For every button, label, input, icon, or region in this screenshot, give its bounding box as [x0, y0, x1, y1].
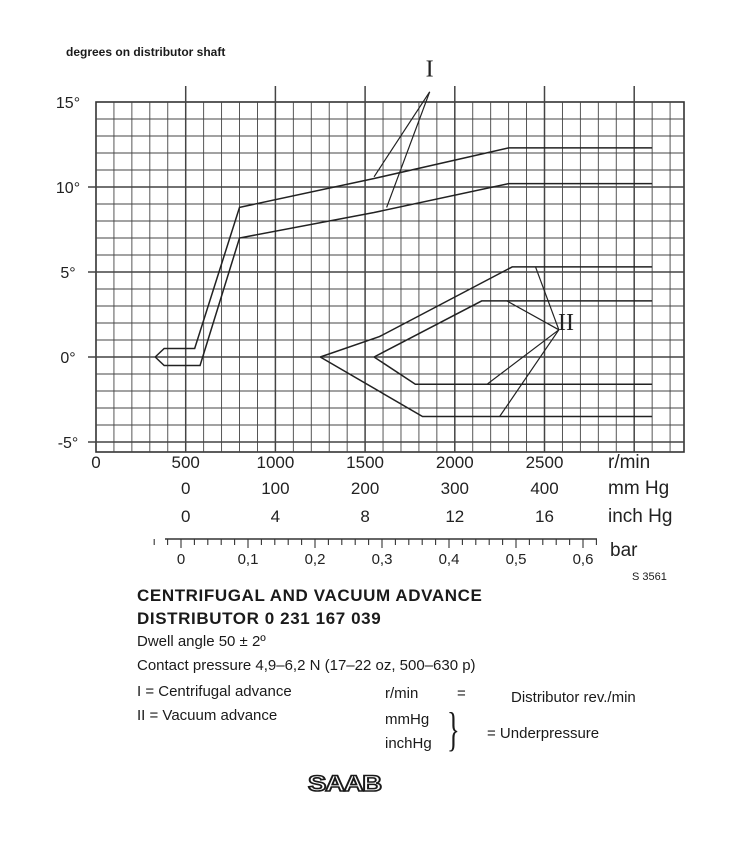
chart-grid: [88, 86, 684, 548]
y-tick-label: 15°: [55, 95, 81, 112]
bar-unit-label: bar: [610, 540, 638, 561]
bar-tick-label: 0,3: [371, 551, 393, 568]
bar-tick-label: 0,5: [505, 551, 527, 568]
bar-tick-label: 0,1: [237, 551, 259, 568]
x-tick-label: 300: [440, 479, 469, 498]
bar-tick-label: 0,2: [304, 551, 326, 568]
x-tick-label: 0: [91, 453, 101, 472]
annotation-label: II: [558, 309, 575, 336]
x-tick-label: 400: [530, 479, 559, 498]
x-tick-label: 4: [270, 507, 281, 526]
figure-code: S 3561: [632, 571, 667, 583]
series-I-upper-line: [155, 148, 652, 357]
x-tick-label: 16: [535, 507, 554, 526]
saab-logo: SAAB: [308, 771, 381, 796]
y-tick-label: 10°: [55, 180, 81, 197]
x-tick-label: 2000: [435, 453, 474, 472]
series-II-lower_inner-line: [374, 357, 652, 384]
axis-unit-label: r/min: [608, 452, 651, 473]
x-tick-label: 500: [171, 453, 200, 472]
chart-curves: [155, 92, 652, 417]
leader-line-i: [374, 92, 430, 177]
x-tick-label: 8: [360, 507, 370, 526]
x-tick-label: 200: [350, 479, 380, 498]
title-line-1: CENTRIFUGAL AND VACUUM ADVANCE: [137, 586, 483, 605]
legend-i: I = Centrifugal advance: [137, 683, 292, 700]
x-tick-label: 1000: [256, 453, 295, 472]
legend-brace: }: [447, 703, 460, 756]
series-II-upper-line: [320, 267, 652, 357]
grid-frame: [96, 102, 684, 452]
series-II-inner-line: [374, 301, 652, 357]
contact-pressure-text: Contact pressure 4,9–6,2 N (17–22 oz, 500–630 p): [137, 657, 476, 674]
legend-inchhg-key: inchHg: [385, 735, 432, 752]
legend-rmin-val: Distributor rev./min: [511, 689, 636, 706]
leader-line-i: [387, 92, 430, 208]
annotation-label: I: [425, 56, 434, 83]
bar-tick-label: 0,6: [572, 551, 594, 568]
x-tick-label: 0: [180, 479, 191, 498]
axis-unit-label: mm Hg: [608, 478, 670, 499]
x-tick-label: 1500: [346, 453, 385, 472]
x-tick-label: 0: [180, 507, 191, 526]
y-tick-label: 0°: [60, 350, 76, 367]
dwell-angle-text: Dwell angle 50 ± 2º: [137, 633, 266, 650]
legend-mmhg-key: mmHg: [385, 711, 430, 728]
x-tick-label: 2500: [525, 453, 564, 472]
legend-ii: II = Vacuum advance: [137, 707, 278, 724]
y-tick-label: -5°: [57, 435, 79, 452]
x-tick-label: 12: [445, 507, 465, 526]
bar-tick-label: 0: [176, 551, 186, 568]
x-tick-label: 100: [261, 479, 290, 498]
leader-line-ii: [536, 267, 559, 330]
legend-rmin-key: r/min: [385, 685, 419, 702]
bar-tick-label: 0,4: [438, 551, 460, 568]
legend-rmin-eq: =: [457, 685, 466, 702]
leader-line-ii: [507, 301, 559, 330]
series-I-lower-line: [155, 184, 652, 366]
axis-unit-label: inch Hg: [608, 506, 673, 527]
y-axis-label: degrees on distributor shaft: [66, 45, 226, 59]
title-line-2: DISTRIBUTOR 0 231 167 039: [137, 609, 382, 628]
y-tick-label: 5°: [60, 265, 76, 282]
legend-underpressure: = Underpressure: [487, 725, 600, 742]
